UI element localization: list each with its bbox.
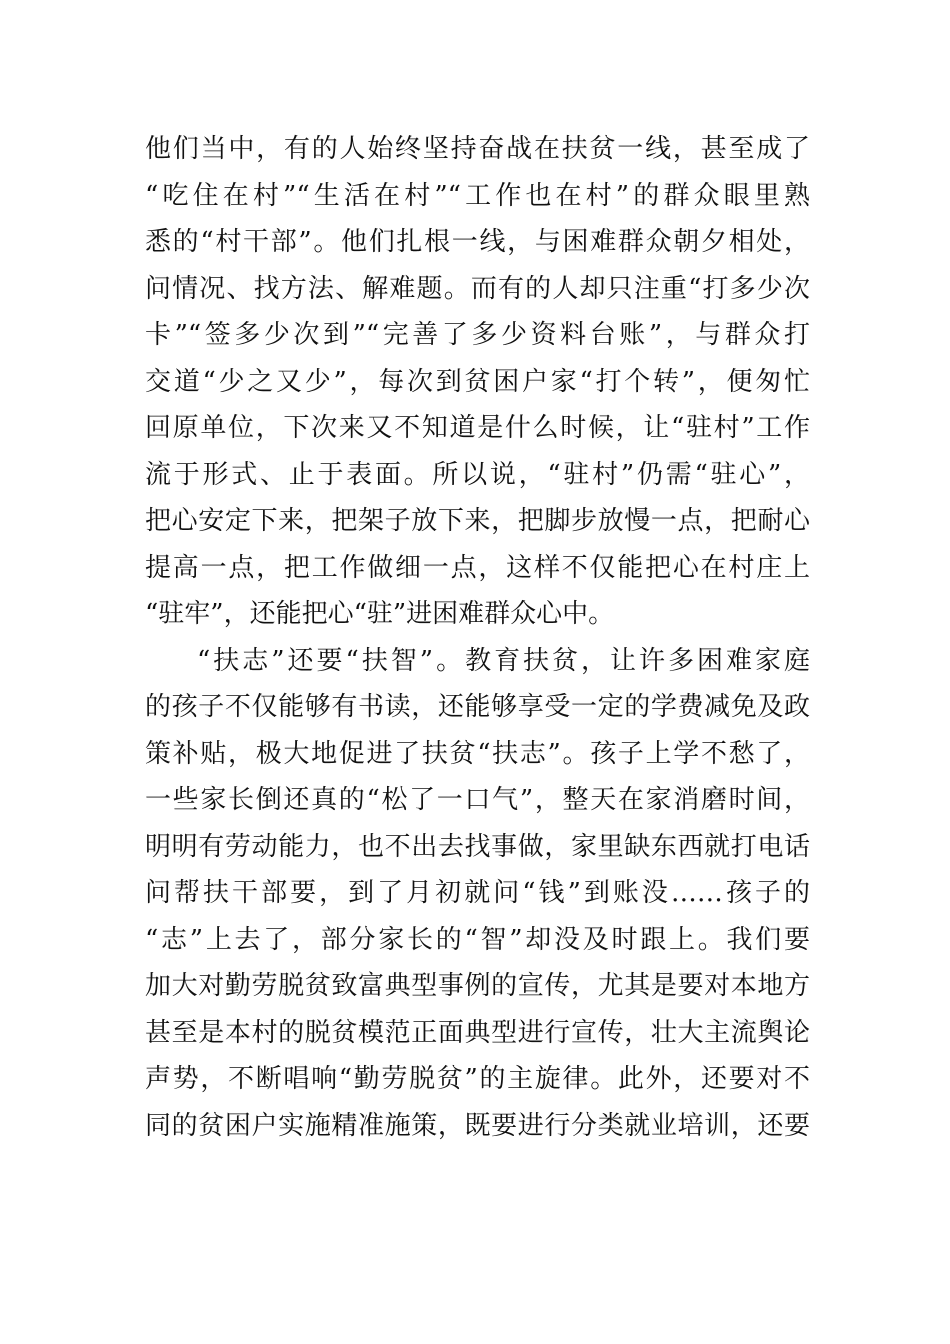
text-line: “扶志”还要“扶智”。教育扶贫，让许多困难家庭	[197, 645, 810, 676]
paragraph-1	[145, 126, 810, 638]
paragraph-2	[145, 638, 810, 1150]
text-line: 明明有劳动能力，也不出去找事做，家里缺东西就打电话	[145, 831, 810, 862]
text-line: 一些家长倒还真的“松了一口气”，整天在家消磨时间，	[145, 785, 810, 815]
text-line: “吃住在村”“生活在村”“工作也在村”的群众眼里熟	[145, 180, 810, 211]
text-line: 提高一点，把工作做细一点，这样不仅能把心在村庄上	[145, 552, 810, 583]
text-line: 悉的“村干部”。他们扎根一线，与困难群众朝夕相处，	[145, 227, 810, 257]
text-line: 问情况、找方法、解难题。而有的人却只注重“打多少次	[145, 273, 810, 304]
text-line: 声势，不断唱响“勤劳脱贫”的主旋律。此外，还要对不	[145, 1064, 810, 1094]
text-line: 他们当中，有的人始终坚持奋战在扶贫一线，甚至成了	[145, 134, 810, 164]
text-line: 回原单位，下次来又不知道是什么时候，让“驻村”工作	[145, 413, 810, 443]
text-line: 交道“少之又少”，每次到贫困户家“打个转”，便匆忙	[145, 366, 810, 397]
text-line: 甚至是本村的脱贫模范正面典型进行宣传，壮大主流舆论	[145, 1017, 810, 1048]
text-line: “志”上去了，部分家长的“智”却没及时跟上。我们要	[145, 924, 810, 955]
text-line: 策补贴，极大地促进了扶贫“扶志”。孩子上学不愁了，	[145, 738, 810, 769]
text-line: 的孩子不仅能够有书读，还能够享受一定的学费减免及政	[145, 692, 810, 722]
text-line: “驻牢”，还能把心“驻”进困难群众心中。	[145, 599, 615, 629]
text-line: 同的贫困户实施精准施策，既要进行分类就业培训，还要	[145, 1110, 810, 1141]
text-line: 加大对勤劳脱贫致富典型事例的宣传，尤其是要对本地方	[145, 971, 810, 1001]
text-line: 流于形式、止于表面。所以说，“驻村”仍需“驻心”，	[145, 459, 810, 490]
text-line: 问帮扶干部要，到了月初就问“钱”到账没……孩子的	[145, 878, 810, 908]
document-body	[145, 126, 810, 1149]
text-line: 卡”“签多少次到”“完善了多少资料台账”，与群众打	[145, 320, 810, 350]
text-line: 把心安定下来，把架子放下来，把脚步放慢一点，把耐心	[145, 506, 810, 536]
